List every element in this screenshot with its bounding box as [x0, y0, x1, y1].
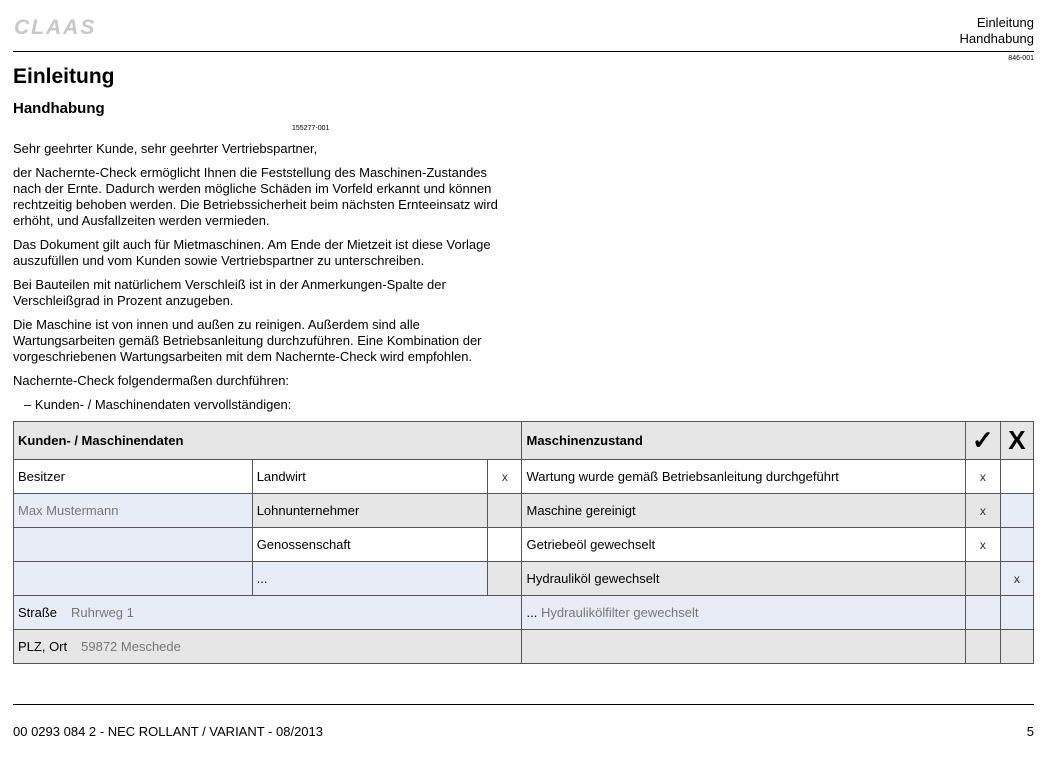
running-header — [960, 15, 1034, 47]
owner-type-farmer: Landwirt — [252, 460, 488, 494]
owner-extra-field[interactable] — [14, 528, 253, 562]
paragraph: Die Maschine ist von innen und außen zu reinigen. Außerdem sind alle Wartungsarbeiten gemäß Betriebsanleitung durchzuführen. Eine Kombination der vorgeschriebenen Wartungsarbeiten mit dem Nachernte-Check wird empfohlen. — [13, 317, 482, 364]
paragraph: der Nachernte-Check ermöglicht Ihnen die Feststellung des Maschinen-Zustandes nach der Ernte. Dadurch werden mögliche Schäden im Vorfeld erkannt und können rechtzeitig behoben werden. Die Betriebssicherheit beim nächsten Ernteeinsatz wird erhöht, und Ausfallzeiten werden vermieden. — [13, 165, 498, 228]
condition-nok-checkbox[interactable] — [1000, 528, 1033, 562]
header-machine-condition: Maschinenzustand — [522, 422, 965, 460]
page-title: Einleitung — [13, 65, 115, 88]
paragraph: Bei Bauteilen mit natürlichem Verschleiß ist in der Anmerkungen-Spalte der Verschleißgrad in Prozent anzugeben. — [13, 277, 446, 308]
owner-type-other[interactable]: ... — [252, 562, 488, 596]
table-row — [14, 528, 1034, 562]
condition-ok-checkbox[interactable] — [965, 630, 1000, 664]
condition-nok-checkbox[interactable] — [1000, 494, 1033, 528]
claas-logo-text: CLAAS — [14, 16, 97, 38]
condition-label: Maschine gereinigt — [522, 494, 965, 528]
condition-nok-checkbox[interactable] — [1000, 460, 1033, 494]
condition-ok-checkbox[interactable] — [965, 596, 1000, 630]
table-row — [14, 460, 1034, 494]
paragraph: Nachernte-Check folgendermaßen durchführen: — [13, 373, 290, 388]
footer-document-id: 00 0293 084 2 - NEC ROLLANT / VARIANT - 08/2013 — [13, 724, 323, 739]
claas-logo — [14, 16, 112, 38]
extra-condition-prefix: ... — [526, 605, 538, 620]
condition-label: Wartung wurde gemäß Betriebsanleitung durchgeführt — [522, 460, 965, 494]
owner-type-contractor-checkbox[interactable] — [488, 494, 522, 528]
owner-type-cooperative-checkbox[interactable] — [488, 528, 522, 562]
owner-label: Besitzer — [14, 460, 253, 494]
table-row — [14, 562, 1034, 596]
footer-divider — [13, 704, 1034, 705]
bullet-item: – Kunden- / Maschinendaten vervollständigen: — [24, 397, 292, 412]
machine-data-table — [13, 421, 1034, 664]
cross-mark-icon: X — [1000, 422, 1033, 460]
street-cell — [14, 596, 522, 630]
street-label: Straße — [18, 605, 58, 620]
condition-ok-checkbox[interactable] — [965, 562, 1000, 596]
table-row — [14, 494, 1034, 528]
condition-ok-checkbox[interactable]: x — [965, 460, 1000, 494]
table-row — [14, 630, 1034, 664]
condition-ok-checkbox[interactable]: x — [965, 494, 1000, 528]
intro-text — [13, 141, 518, 421]
owner-extra-field[interactable] — [14, 562, 253, 596]
extra-condition-cell — [522, 596, 965, 630]
owner-type-contractor: Lohnunternehmer — [252, 494, 488, 528]
owner-name-field[interactable]: Max Mustermann — [14, 494, 253, 528]
owner-type-farmer-checkbox[interactable]: x — [488, 460, 522, 494]
condition-nok-checkbox[interactable] — [1000, 630, 1033, 664]
header-code: 846-001 — [1008, 55, 1034, 62]
table-header-row — [14, 422, 1034, 460]
paragraph: Sehr geehrter Kunde, sehr geehrter Vertriebspartner, — [13, 141, 318, 156]
page-subtitle: Handhabung — [13, 100, 105, 117]
owner-type-cooperative: Genossenschaft — [252, 528, 488, 562]
city-label: PLZ, Ort — [18, 639, 68, 654]
city-cell — [14, 630, 522, 664]
header-customer-data: Kunden- / Maschinendaten — [14, 422, 522, 460]
owner-type-other-checkbox[interactable] — [488, 562, 522, 596]
condition-ok-checkbox[interactable]: x — [965, 528, 1000, 562]
table-row — [14, 596, 1034, 630]
header-subsection: Handhabung — [959, 31, 1034, 46]
check-mark-icon: ✓ — [965, 422, 1000, 460]
street-field[interactable]: Ruhrweg 1 — [71, 605, 134, 620]
city-field[interactable]: 59872 Meschede — [81, 639, 181, 654]
condition-nok-checkbox[interactable] — [1000, 596, 1033, 630]
empty-condition-cell[interactable] — [522, 630, 965, 664]
condition-nok-checkbox[interactable]: x — [1000, 562, 1033, 596]
page-number: 5 — [1026, 724, 1034, 739]
extra-condition-field[interactable]: Hydraulikölfilter gewechselt — [540, 605, 699, 620]
paragraph: Das Dokument gilt auch für Mietmaschinen. Am Ende der Mietzeit ist diese Vorlage auszufüllen und vom Kunden sowie Vertriebspartner zu unterschreiben. — [13, 237, 491, 268]
condition-label: Getriebeöl gewechselt — [522, 528, 965, 562]
header-section: Einleitung — [976, 15, 1034, 30]
header-divider — [13, 51, 1034, 52]
condition-label: Hydrauliköl gewechselt — [522, 562, 965, 596]
image-code: 155277-001 — [292, 125, 330, 132]
